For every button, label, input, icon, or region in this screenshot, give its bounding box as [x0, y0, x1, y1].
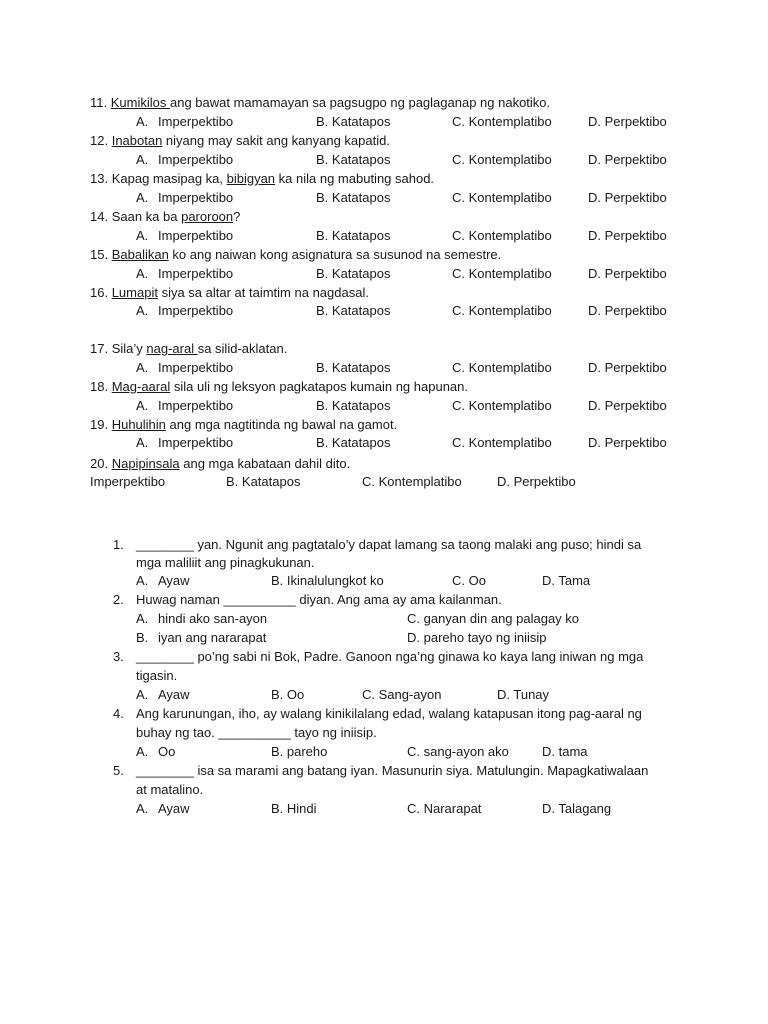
options-16 — [0, 301, 768, 320]
option-d: D. Talagang — [542, 801, 612, 816]
question-text: mga maliliit ang pinagkukunan. — [136, 555, 315, 570]
underlined-word: Inabotan — [111, 133, 163, 148]
question-text: sa silid-aklatan. — [197, 341, 288, 356]
option-c: C. Kontemplatibo — [452, 266, 552, 281]
option-a: A. hindi ako san-ayon — [136, 611, 268, 626]
option-c: C. Kontemplatibo — [452, 114, 552, 129]
options-19 — [0, 433, 768, 452]
underlined-word: Babalikan — [111, 247, 169, 262]
question-text: Kapag masipag ka, — [111, 171, 227, 186]
question-number: 18. — [90, 379, 109, 394]
question-number: 13. — [90, 171, 109, 186]
p2-question-3 — [0, 647, 768, 666]
options-17 — [0, 358, 768, 377]
option-b: B. Katatapos — [316, 435, 391, 450]
p2-question-5-cont — [0, 780, 768, 799]
option-b: B. Hindi — [271, 801, 317, 816]
answer-blank: __________ — [218, 725, 291, 740]
option-d: D. Perpektibo — [588, 114, 667, 129]
question-number: 5. — [113, 763, 124, 778]
question-text: buhay ng tao. — [136, 725, 219, 740]
question-20 — [0, 454, 768, 473]
question-number: 4. — [113, 706, 124, 721]
option-d: D. tama — [542, 744, 588, 759]
option-b: B. Katatapos — [316, 152, 391, 167]
p2-question-4 — [0, 704, 768, 723]
question-text: ang bawat mamamayan sa pagsugpo ng paglaganap ng nakotiko. — [169, 95, 551, 110]
question-text: ka nila ng mabuting sahod. — [275, 171, 435, 186]
question-text: niyang may sakit ang kanyang kapatid. — [162, 133, 390, 148]
option-a: A. Imperpektibo — [136, 266, 234, 281]
option-c: C. sang-ayon ako — [407, 744, 509, 759]
option-b: B. Katatapos — [316, 228, 391, 243]
p2-question-5 — [0, 761, 768, 780]
question-text: ko ang naiwan kong asignatura sa susunod na semestre. — [168, 247, 502, 262]
question-text: Saan ka ba — [111, 209, 182, 224]
question-text: isa sa marami ang batang iyan. Masunurin siya. Matulungin. Mapagkatiwalaan — [193, 763, 649, 778]
underlined-word: Mag-aaral — [111, 379, 171, 394]
option-a: A. Ayaw — [136, 687, 190, 702]
option-d: D. Tama — [542, 573, 591, 588]
option-a: A. Oo — [136, 744, 176, 759]
answer-blank: ________ — [136, 537, 194, 552]
question-number: 12. — [90, 133, 109, 148]
p2-question-4-cont — [0, 723, 768, 742]
option-b: B. Katatapos — [316, 360, 391, 375]
p2-options-2b — [0, 628, 768, 647]
options-15 — [0, 264, 768, 283]
option-b: B. Katatapos — [316, 114, 391, 129]
option-d: D. Perpektibo — [588, 360, 667, 375]
question-number: 2. — [113, 592, 124, 607]
question-number: 1. — [113, 537, 124, 552]
option-b: B. pareho — [271, 744, 328, 759]
question-number: 17. — [90, 341, 109, 356]
p2-options-2a — [0, 609, 768, 628]
option-d: D. Perpektibo — [497, 474, 576, 489]
option-c: C. Kontemplatibo — [452, 360, 552, 375]
option-b: B. Katatapos — [316, 303, 391, 318]
question-15 — [0, 245, 768, 264]
underlined-word: paroroon — [181, 209, 234, 224]
option-c: C. Kontemplatibo — [452, 303, 552, 318]
option-d: D. Perpektibo — [588, 228, 667, 243]
underlined-word: Lumapit — [111, 285, 158, 300]
question-number: 3. — [113, 649, 124, 664]
option-c: C. Nararapat — [407, 801, 482, 816]
option-a: A. Imperpektibo — [136, 152, 234, 167]
question-text: ang mga kabataan dahil dito. — [179, 456, 351, 471]
option-a: A. Imperpektibo — [136, 398, 234, 413]
options-18 — [0, 396, 768, 415]
options-13 — [0, 188, 768, 207]
option-d: D. Perpektibo — [588, 303, 667, 318]
p2-question-1 — [0, 535, 768, 554]
option-d: D. Perpektibo — [588, 435, 667, 450]
underlined-word: Napipinsala — [111, 456, 180, 471]
question-number: 11. — [90, 95, 108, 110]
option-b: B. Katatapos — [316, 266, 391, 281]
option-a: A. Imperpektibo — [136, 360, 234, 375]
question-number: 16. — [90, 285, 109, 300]
question-text: diyan. Ang ama ay ama kailanman. — [295, 592, 502, 607]
question-text: tigasin. — [136, 668, 178, 683]
p2-options-5 — [0, 799, 768, 818]
answer-blank: __________ — [223, 592, 296, 607]
question-17 — [0, 339, 768, 358]
options-12 — [0, 150, 768, 169]
underlined-word: Huhulihin — [111, 417, 166, 432]
option-c: C. Oo — [452, 573, 486, 588]
question-text: tayo ng iniisip. — [290, 725, 377, 740]
option-c: C. Kontemplatibo — [452, 152, 552, 167]
p2-question-3-cont — [0, 666, 768, 685]
question-12 — [0, 131, 768, 150]
question-number: 15. — [90, 247, 109, 262]
option-d: D. Perpektibo — [588, 266, 667, 281]
question-text: at matalino. — [136, 782, 204, 797]
question-text: ang mga nagtitinda ng bawal na gamot. — [165, 417, 398, 432]
option-d: D. Perpektibo — [588, 398, 667, 413]
question-text: Sila’y — [111, 341, 147, 356]
question-number: 20. — [90, 456, 109, 471]
option-d: D. Perpektibo — [588, 152, 667, 167]
question-text: ? — [233, 209, 241, 224]
p2-question-2 — [0, 590, 768, 609]
question-16 — [0, 283, 768, 302]
question-text: siya sa altar at taimtim na nagdasal. — [157, 285, 369, 300]
underlined-word: nag-aral — [146, 341, 198, 356]
option-c: C. Sang-ayon — [362, 687, 442, 702]
option-b: B. Katatapos — [316, 398, 391, 413]
option-c: C. Kontemplatibo — [452, 228, 552, 243]
question-13 — [0, 169, 768, 188]
option-c: C. ganyan din ang palagay ko — [407, 611, 580, 626]
underlined-word: bibigyan — [226, 171, 276, 186]
option-b: B. Katatapos — [316, 190, 391, 205]
option-b: B. Katatapos — [226, 474, 301, 489]
options-11 — [0, 112, 768, 131]
underlined-word: Kumikilos — [110, 95, 170, 110]
option-a: A. Ayaw — [136, 801, 190, 816]
option-a: A. Ayaw — [136, 573, 190, 588]
question-19 — [0, 415, 768, 434]
question-text: po’ng sabi ni Bok, Padre. Ganoon nga’ng ginawa ko kaya lang iniwan ng mga — [193, 649, 644, 664]
option-c: C. Kontemplatibo — [452, 190, 552, 205]
p2-options-3 — [0, 685, 768, 704]
option-a: A. Imperpektibo — [136, 228, 234, 243]
option-a: Imperpektibo — [90, 474, 166, 489]
question-text: Ang karunungan, iho, ay walang kinikilalang edad, walang katapusan itong pag-aaral ng — [136, 706, 642, 721]
options-20 — [0, 472, 768, 491]
answer-blank: ________ — [136, 763, 194, 778]
option-a: A. Imperpektibo — [136, 435, 234, 450]
option-a: A. Imperpektibo — [136, 190, 234, 205]
option-c: C. Kontemplatibo — [452, 398, 552, 413]
p2-options-1 — [0, 571, 768, 590]
question-18 — [0, 377, 768, 396]
p2-options-4 — [0, 742, 768, 761]
options-14 — [0, 226, 768, 245]
question-text: yan. Ngunit ang pagtatalo’y dapat lamang sa taong malaki ang puso; hindi sa — [193, 537, 642, 552]
option-c: C. Kontemplatibo — [452, 435, 552, 450]
option-d: D. Tunay — [497, 687, 550, 702]
question-14 — [0, 207, 768, 226]
option-d: D. pareho tayo ng iniisip — [407, 630, 547, 645]
p2-question-1-cont — [0, 553, 768, 572]
option-b: B. Oo — [271, 687, 305, 702]
question-11 — [0, 93, 768, 112]
option-a: A. Imperpektibo — [136, 114, 234, 129]
question-text: Huwag naman — [136, 592, 224, 607]
question-number: 14. — [90, 209, 109, 224]
option-a: A. Imperpektibo — [136, 303, 234, 318]
option-b: B. Ikinalulungkot ko — [271, 573, 384, 588]
answer-blank: ________ — [136, 649, 194, 664]
option-c: C. Kontemplatibo — [362, 474, 462, 489]
option-b: B. iyan ang nararapat — [136, 630, 267, 645]
question-text: sila uli ng leksyon pagkatapos kumain ng hapunan. — [170, 379, 468, 394]
question-number: 19. — [90, 417, 109, 432]
option-d: D. Perpektibo — [588, 190, 667, 205]
